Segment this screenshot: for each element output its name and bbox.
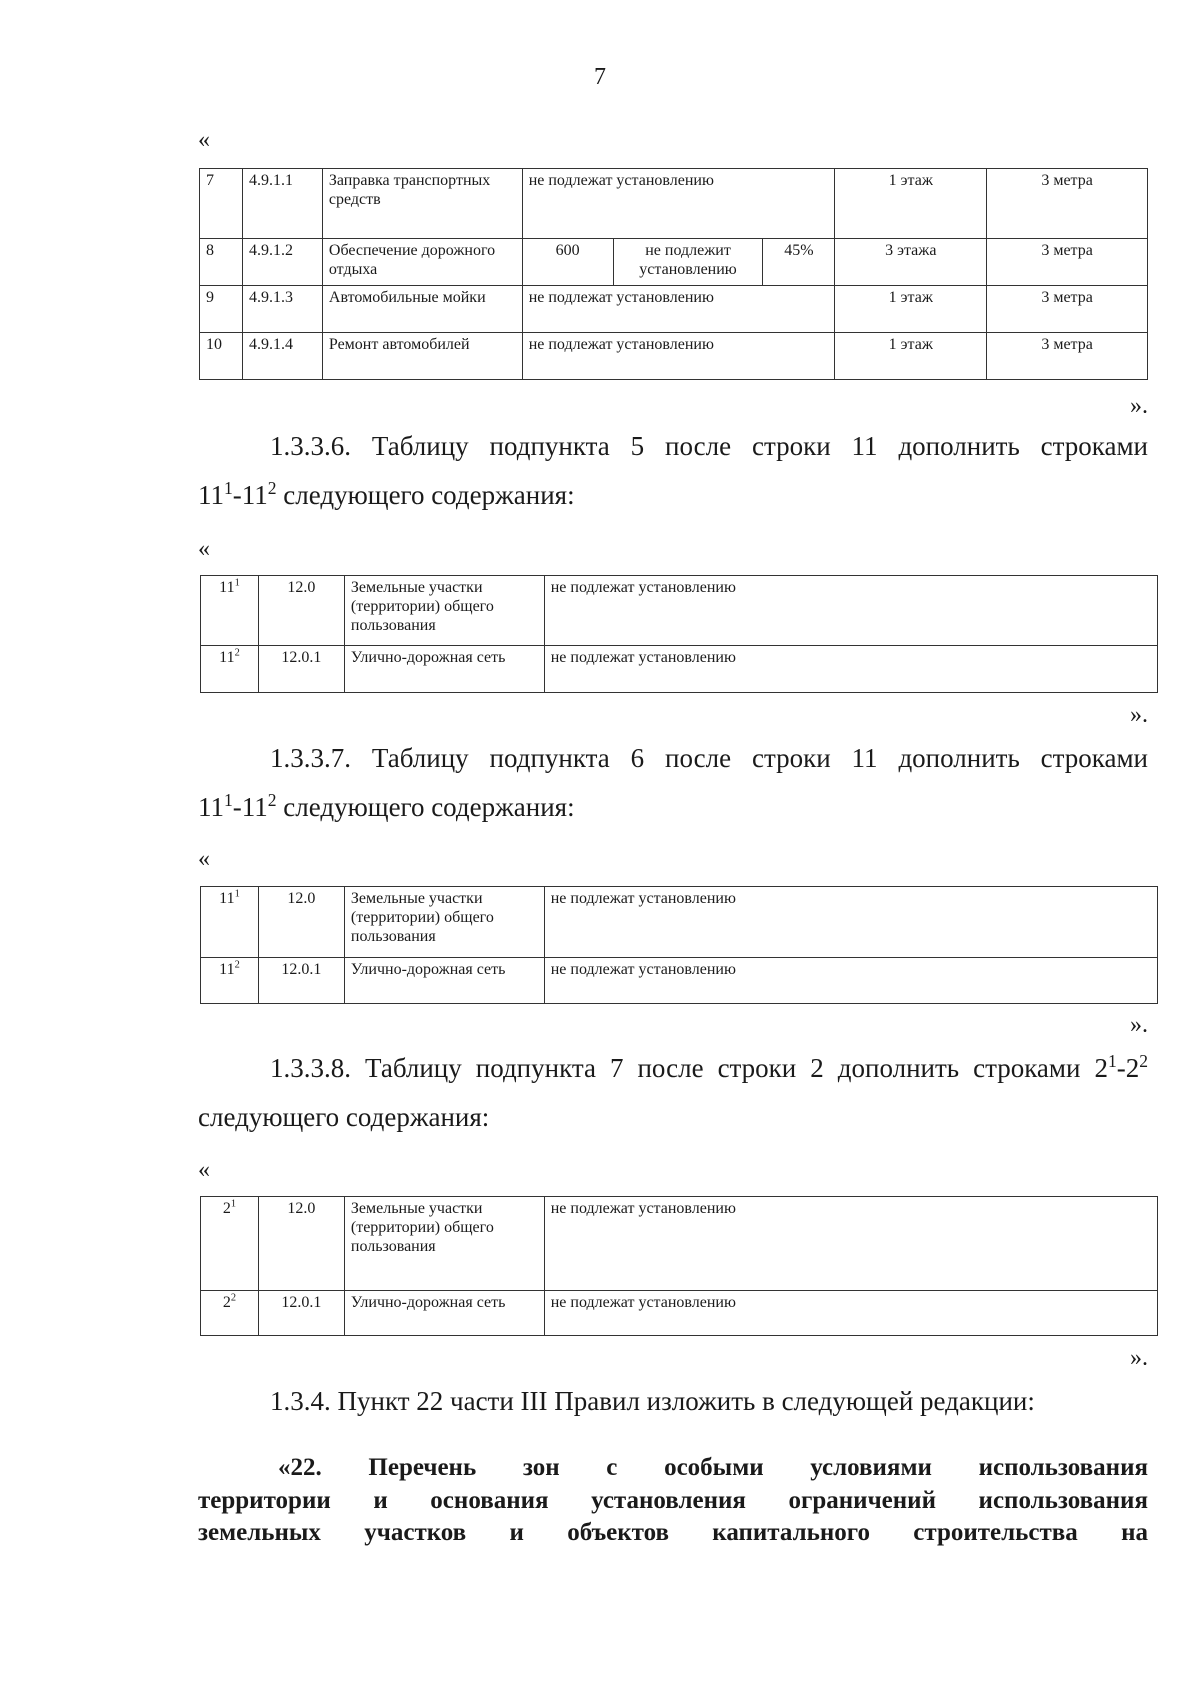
vri-name: Обеспечение дорожного отдыха — [322, 239, 522, 286]
params-cell: не подлежат установлению — [522, 333, 835, 380]
paragraph-text: 1.3.3.6. Таблицу подпункта 5 после строки 11 дополнить строками — [270, 431, 1148, 461]
vri-code: 4.9.1.4 — [242, 333, 322, 380]
setback-cell: 3 метра — [987, 169, 1148, 239]
row-number: 10 — [200, 333, 243, 380]
params-cell: не подлежит установлению — [613, 239, 763, 286]
close-quote: ». — [1130, 393, 1148, 419]
open-quote: « — [198, 1157, 210, 1183]
vri-name: Автомобильные мойки — [322, 286, 522, 333]
open-quote: « — [198, 127, 210, 153]
vri-name: Земельные участки (территории) общего пользования — [344, 887, 544, 958]
open-quote: « — [198, 846, 210, 872]
section-22-heading — [198, 1452, 1148, 1550]
vri-code: 4.9.1.2 — [242, 239, 322, 286]
table-row — [200, 333, 1148, 380]
vri-name: Заправка транспортных средств — [322, 169, 522, 239]
table-row — [201, 576, 1158, 646]
setback-cell: 3 метра — [987, 286, 1148, 333]
paragraph-text: 1.3.3.7. Таблицу подпункта 6 после строки 11 дополнить строками — [270, 743, 1148, 773]
setback-cell: 3 метра — [987, 239, 1148, 286]
params-cell: не подлежат установлению — [522, 286, 835, 333]
params-cell: не подлежат установлению — [544, 887, 1157, 958]
row-number: $11^1$ — [201, 887, 259, 958]
heading-line: земельных участков и объектов капитального строительства на — [198, 1519, 1148, 1546]
vri-code: 4.9.1.1 — [242, 169, 322, 239]
row-number: $2^2$ — [201, 1291, 259, 1336]
paragraph-text-continued: следующего содержания: — [198, 1102, 490, 1132]
table-zone-params-1 — [199, 168, 1148, 380]
paragraph-text-continued: $11^1-11^2$ следующего содержания: — [198, 790, 575, 822]
table-row — [200, 286, 1148, 333]
floors-cell: 1 этаж — [835, 333, 987, 380]
params-cell: не подлежат установлению — [522, 169, 835, 239]
vri-name: Ремонт автомобилей — [322, 333, 522, 380]
close-quote: ». — [1130, 1012, 1148, 1038]
percent-cell: 45% — [763, 239, 835, 286]
row-number: $2^1$ — [201, 1197, 259, 1291]
floors-cell: 3 этажа — [835, 239, 987, 286]
table-row — [201, 958, 1158, 1004]
vri-name: Улично-дорожная сеть — [344, 646, 544, 693]
vri-code: 12.0 — [258, 887, 344, 958]
row-number: $11^2$ — [201, 958, 259, 1004]
close-quote: ». — [1130, 1345, 1148, 1371]
table-zone-params-5 — [200, 575, 1158, 693]
params-cell: не подлежат установлению — [544, 958, 1157, 1004]
table-row — [200, 169, 1148, 239]
table-zone-params-7 — [200, 1196, 1158, 1336]
row-number: $11^1$ — [201, 576, 259, 646]
table-row — [200, 239, 1148, 286]
params-cell: не подлежат установлению — [544, 1197, 1157, 1291]
vri-code: 12.0.1 — [258, 1291, 344, 1336]
floors-cell: 1 этаж — [835, 169, 987, 239]
paragraph-1-3-3-7 — [198, 745, 1148, 821]
paragraph-1-3-4: 1.3.4. Пункт 22 части III Правил изложить в следующей редакции: — [270, 1386, 1035, 1416]
floors-cell: 1 этаж — [835, 286, 987, 333]
vri-code: 12.0.1 — [258, 958, 344, 1004]
vri-code: 4.9.1.3 — [242, 286, 322, 333]
row-number: $11^2$ — [201, 646, 259, 693]
params-cell: не подлежат установлению — [544, 1291, 1157, 1336]
open-quote: « — [198, 536, 210, 562]
vri-name: Земельные участки (территории) общего пользования — [344, 1197, 544, 1291]
vri-code: 12.0.1 — [258, 646, 344, 693]
close-quote: ». — [1130, 702, 1148, 728]
table-row — [201, 1291, 1158, 1336]
table-row — [201, 1197, 1158, 1291]
vri-code: 12.0 — [258, 1197, 344, 1291]
row-number: 8 — [200, 239, 243, 286]
setback-cell: 3 метра — [987, 333, 1148, 380]
params-cell: не подлежат установлению — [544, 576, 1157, 646]
table-zone-params-6 — [200, 886, 1158, 1004]
paragraph-text-continued: $11^1-11^2$ следующего содержания: — [198, 478, 575, 510]
paragraph-1-3-3-8 — [198, 1051, 1148, 1132]
paragraph-1-3-3-6 — [198, 433, 1148, 509]
vri-code: 12.0 — [258, 576, 344, 646]
table-row — [201, 646, 1158, 693]
vri-name: Улично-дорожная сеть — [344, 958, 544, 1004]
table-row — [201, 887, 1158, 958]
heading-line: «22. Перечень зон с особыми условиями использования — [278, 1454, 1148, 1481]
params-cell: не подлежат установлению — [544, 646, 1157, 693]
vri-name: Земельные участки (территории) общего пользования — [344, 576, 544, 646]
row-number: 7 — [200, 169, 243, 239]
row-number: 9 — [200, 286, 243, 333]
paragraph-text: 1.3.3.8. Таблицу подпункта 7 после строки 2 дополнить строками $2^1-2^2$ — [270, 1051, 1148, 1083]
page-number: 7 — [594, 64, 606, 90]
vri-name: Улично-дорожная сеть — [344, 1291, 544, 1336]
heading-line: территории и основания установления ограничений использования — [198, 1486, 1148, 1514]
area-cell: 600 — [522, 239, 613, 286]
